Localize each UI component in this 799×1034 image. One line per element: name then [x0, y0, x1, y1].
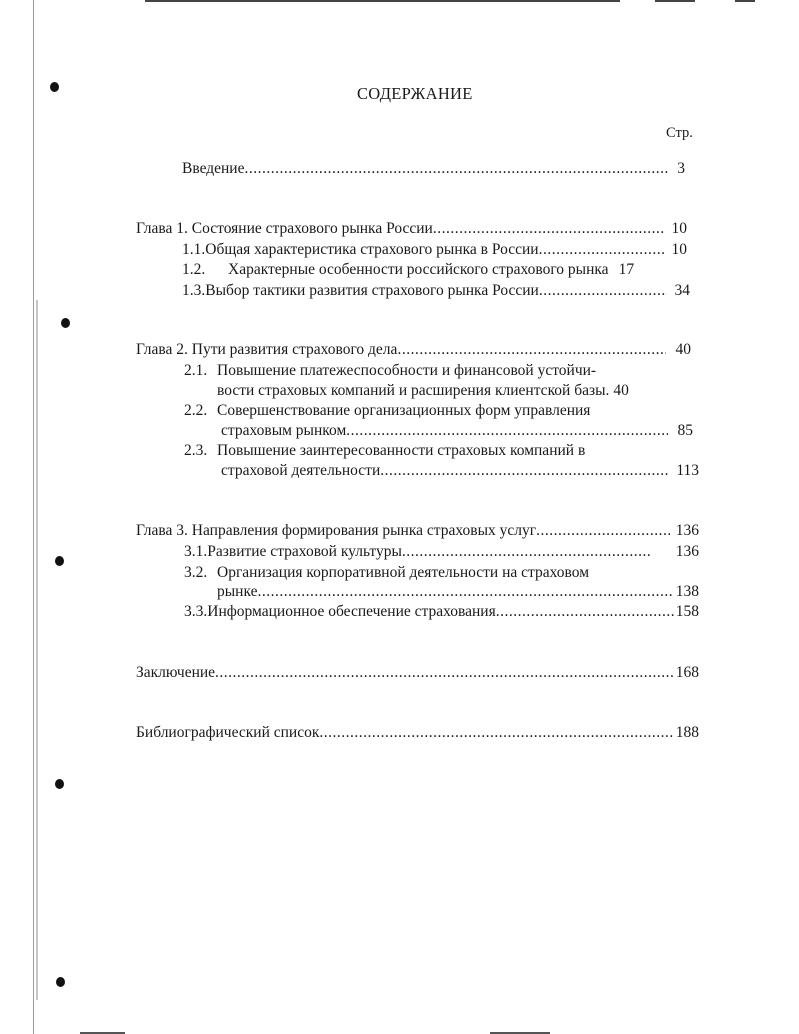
- toc-section-1-2: [182, 261, 690, 279]
- toc-section-number: 2.2.: [184, 402, 208, 419]
- toc-entry-page: 17: [618, 261, 635, 278]
- scan-top-mark: [735, 0, 755, 2]
- scan-edge-shadow: [36, 300, 38, 1000]
- toc-entry-page: 85: [677, 422, 693, 439]
- toc-entry-label: Характерные особенности российского страхового рынка: [228, 261, 609, 278]
- binding-hole-dot: [61, 318, 70, 328]
- toc-entry-page: 113: [676, 462, 699, 479]
- toc-section-3-2: [184, 564, 589, 582]
- toc-entry-label: Введение: [182, 160, 245, 177]
- binding-hole-dot: [55, 556, 64, 566]
- toc-entry-label: Библиографический список: [136, 724, 320, 741]
- toc-entry-label: Общая характеристика страхового рынка в России: [205, 241, 539, 258]
- toc-leader-dots: [215, 664, 674, 682]
- toc-leader-dots: [244, 160, 669, 178]
- toc-entry-label-line2: вости страховых компаний и расширения клиентской базы.: [217, 382, 610, 399]
- toc-section-3-1: [184, 543, 699, 561]
- toc-section-1-3: [182, 282, 690, 300]
- toc-entry-label-line2: страховой деятельности: [221, 462, 381, 479]
- page-title: СОДЕРЖАНИЕ: [357, 84, 473, 103]
- toc-entry-page: 136: [675, 543, 699, 560]
- toc-entry-page: 34: [674, 282, 690, 299]
- toc-entry-page: 136: [675, 522, 699, 539]
- toc-entry-label: Информационное обеспечение страхования: [207, 603, 496, 620]
- toc-section-2-3-cont: [221, 462, 699, 480]
- toc-entry-label-line2: рынке: [217, 583, 258, 600]
- toc-entry-conclusion: [136, 664, 699, 682]
- toc-entry-label: Развитие страховой культуры: [207, 543, 402, 560]
- page-column-label: Стр.: [666, 125, 693, 141]
- toc-section-2-1: [184, 362, 596, 380]
- toc-leader-dots: [257, 583, 673, 601]
- toc-entry-label: Глава 2. Пути развития страхового дела: [136, 341, 398, 358]
- toc-leader-dots: [380, 462, 670, 480]
- toc-section-3-2-cont: [217, 583, 699, 601]
- binding-hole-dot: [56, 977, 65, 987]
- toc-leader-dots: [319, 724, 673, 742]
- toc-section-number: 2.1.: [184, 362, 208, 379]
- toc-section-number: 1.1.: [182, 241, 206, 258]
- toc-entry-label-line1: Организация корпоративной деятельности на страховом: [217, 564, 589, 581]
- toc-entry-page: 40: [675, 341, 691, 358]
- toc-entry-label: Глава 1. Состояние страхового рынка России: [136, 220, 433, 237]
- toc-leader-dots: [539, 282, 667, 300]
- toc-section-2-3: [184, 442, 585, 460]
- toc-chapter-2: [136, 341, 691, 359]
- toc-entry-label-line2: страховым рынком: [221, 422, 347, 439]
- toc-section-2-1-cont: [217, 382, 693, 400]
- toc-entry-page: 188: [675, 724, 699, 741]
- toc-entry-page: 10: [671, 241, 687, 258]
- toc-leader-dots: [433, 220, 664, 238]
- toc-leader-dots: [539, 241, 664, 259]
- toc-section-number: 3.2.: [184, 564, 208, 581]
- toc-entry-page: 40: [613, 382, 629, 399]
- toc-entry-label: Заключение: [136, 664, 216, 681]
- toc-section-2-2-cont: [221, 422, 693, 440]
- toc-entry-page: 138: [675, 583, 699, 600]
- toc-leader-dots: [496, 603, 674, 621]
- toc-section-number: 1.2.: [182, 261, 206, 278]
- toc-entry-label: Выбор тактики развития страхового рынка России: [205, 282, 539, 299]
- toc-entry-page: 158: [675, 603, 699, 620]
- binding-hole-dot: [55, 779, 64, 789]
- toc-chapter-1: [136, 220, 687, 238]
- toc-entry-intro: [182, 160, 685, 178]
- toc-leader-dots: [397, 341, 665, 359]
- toc-entry-label-line1: Повышение платежеспособности и финансовой устойчи-: [217, 362, 597, 379]
- toc-entry-page: 168: [675, 664, 699, 681]
- toc-entry-page: 3: [677, 160, 685, 177]
- toc-section-number: 3.1.: [184, 543, 208, 560]
- toc-leader-dots: [402, 543, 650, 561]
- scan-top-mark: [655, 0, 695, 2]
- toc-section-1-1: [182, 241, 687, 259]
- toc-chapter-3: [136, 522, 699, 540]
- scan-top-line: [145, 0, 620, 2]
- toc-section-number: 3.3.: [184, 603, 208, 620]
- toc-entry-label: Глава 3. Направления формирования рынка страховых услуг: [136, 522, 537, 539]
- toc-section-number: 1.3.: [182, 282, 206, 299]
- toc-entry-label-line1: Повышение заинтересованности страховых компаний в: [217, 442, 586, 459]
- toc-section-number: 2.3.: [184, 442, 208, 459]
- toc-entry-bibliography: [136, 724, 699, 742]
- toc-leader-dots: [536, 522, 670, 540]
- toc-section-3-3: [184, 603, 699, 621]
- scan-edge-line: [33, 0, 34, 1034]
- binding-hole-dot: [50, 82, 59, 92]
- toc-leader-dots: [346, 422, 667, 440]
- toc-section-2-2: [184, 402, 590, 420]
- toc-entry-page: 10: [671, 220, 687, 237]
- toc-entry-label-line1: Совершенствование организационных форм управления: [217, 402, 591, 419]
